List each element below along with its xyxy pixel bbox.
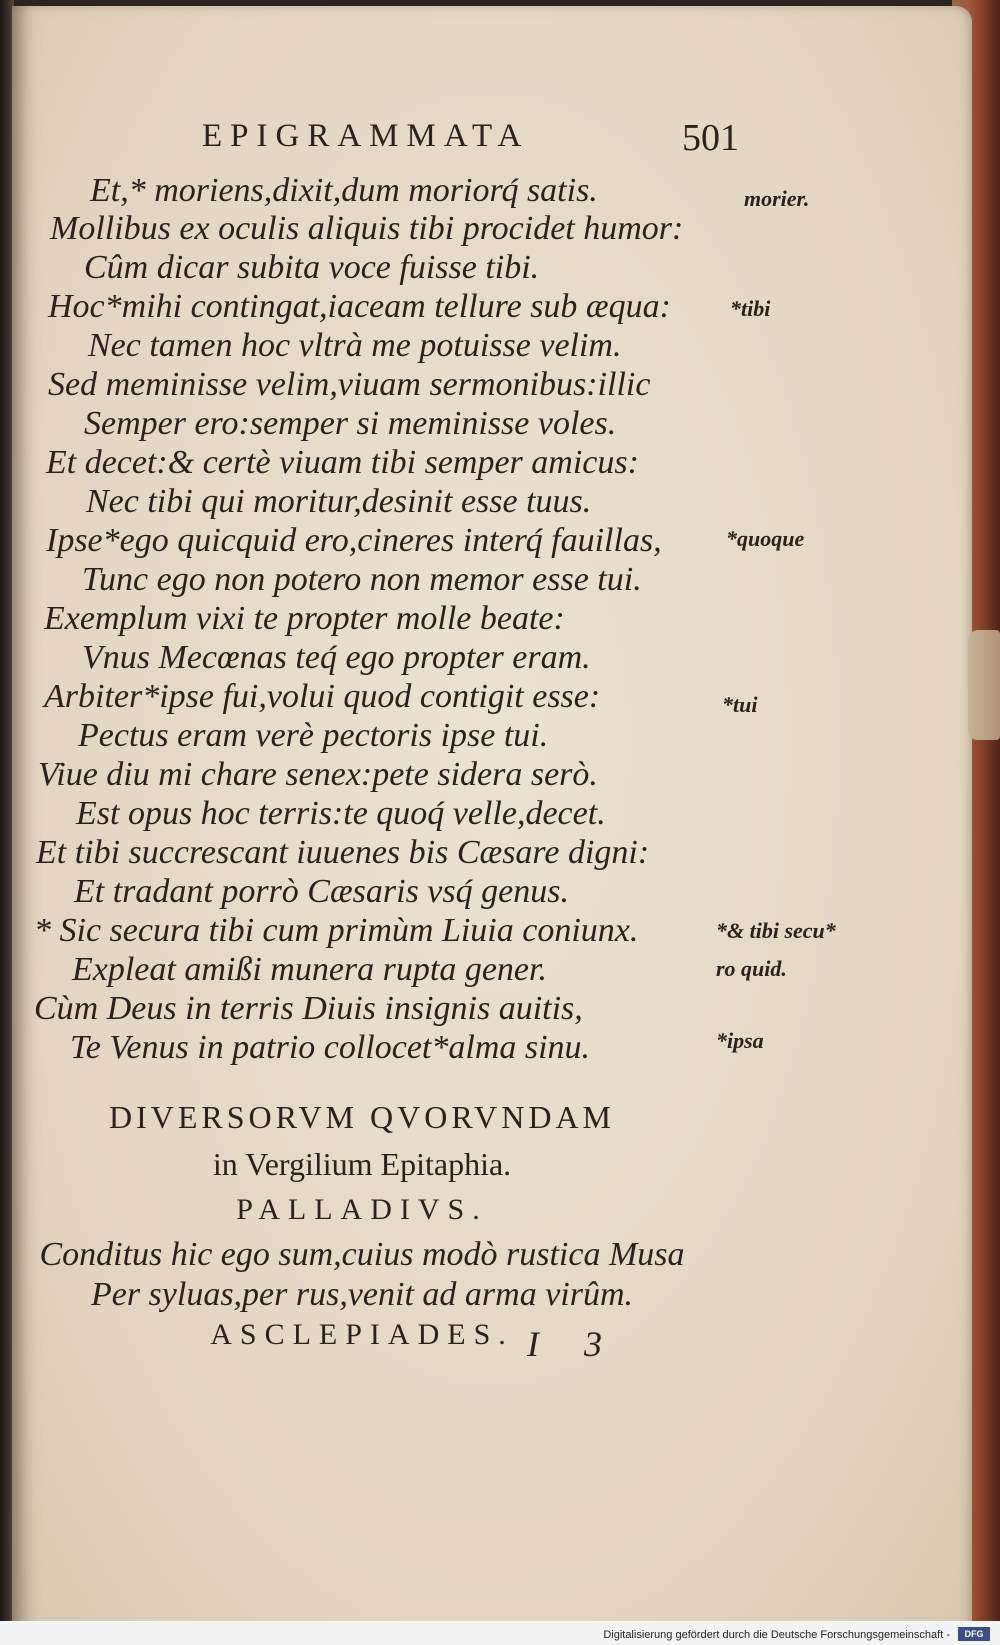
- poem-line: Est opus hoc terris:te quoq́ velle,decet.: [76, 795, 606, 832]
- funding-credit: Digitalisierung gefördert durch die Deutsche Forschungsgemeinschaft -: [603, 1629, 950, 1641]
- epitaph-line: Per syluas,per rus,venit ad arma virûm.: [90, 1276, 634, 1313]
- bookmark-tab: [968, 630, 1000, 740]
- poem-line: Vnus Mecœnas teq́ ego propter eram.: [82, 639, 591, 676]
- margin-note: *tibi: [730, 296, 771, 321]
- poem-line: Et decet:& certè viuam tibi semper amicus:: [46, 444, 639, 481]
- margin-note: *ipsa: [716, 1028, 764, 1053]
- epitaph-line: Conditus hic ego sum,cuius modò rustica Musa: [39, 1236, 685, 1273]
- poem-line: Nec tibi qui moritur,desinit esse tuus.: [86, 483, 592, 520]
- poem-line: Viue diu mi chare senex:pete sidera serò.: [38, 756, 598, 793]
- section-subheading: in Vergilium Epitaphia.: [212, 1146, 512, 1182]
- poem-line: Semper ero:semper si meminisse voles.: [84, 405, 617, 442]
- margin-note: *& tibi secu*: [716, 918, 836, 943]
- epitaph-author-asclepiades: ASCLEPIADES.: [210, 1318, 514, 1351]
- poem-line: Hoc*mihi contingat,iaceam tellure sub æqua:: [48, 288, 671, 325]
- book-page: [12, 6, 972, 1636]
- poem-line: Cùm Deus in terris Diuis insignis auitis,: [34, 990, 583, 1027]
- poem-line: Tunc ego non potero non memor esse tui.: [82, 561, 642, 598]
- poem-line: Mollibus ex oculis aliquis tibi procidet humor:: [50, 210, 684, 247]
- poem-line: Ipse*ego quicquid ero,cineres interq́ fauillas,: [46, 522, 662, 559]
- poem-line: * Sic secura tibi cum primùm Liuia coniunx.: [34, 912, 639, 949]
- dfg-logo-icon: DFG: [958, 1627, 990, 1641]
- signature-mark: I 3: [527, 1324, 620, 1364]
- section-heading: DIVERSORVM QVORVNDAM: [108, 1099, 615, 1135]
- margin-note: *quoque: [726, 526, 805, 551]
- margin-note: *tui: [722, 692, 758, 717]
- poem-line: Et,* moriens,dixit,dum moriorq́ satis.: [90, 172, 598, 209]
- poem-line: Expleat amißi munera rupta gener.: [72, 951, 547, 988]
- page-number: 501: [682, 117, 739, 159]
- poem-line: Sed meminisse velim,viuam sermonibus:illic: [48, 366, 651, 403]
- poem-line: Cûm dicar subita voce fuisse tibi.: [84, 249, 540, 286]
- poem-line: Exemplum vixi te propter molle beate:: [44, 600, 565, 637]
- margin-note: morier.: [744, 186, 810, 211]
- poem-line: Et tibi succrescant iuuenes bis Cæsare digni:: [36, 834, 650, 871]
- margin-note: ro quid.: [716, 956, 787, 981]
- poem-line: Te Venus in patrio collocet*alma sinu.: [70, 1029, 591, 1066]
- running-head-title: EPIGRAMMATA: [202, 118, 530, 154]
- poem-line: Et tradant porrò Cæsaris vsq́ genus.: [74, 873, 569, 910]
- poem-line: Nec tamen hoc vltrà me potuisse velim.: [88, 327, 622, 364]
- poem-line: Pectus eram verè pectoris ipse tui.: [78, 717, 549, 754]
- footer-bar: [0, 1621, 1000, 1645]
- epitaph-author-palladius: PALLADIVS.: [236, 1193, 488, 1226]
- poem-line: Arbiter*ipse fui,volui quod contigit esse:: [44, 678, 601, 715]
